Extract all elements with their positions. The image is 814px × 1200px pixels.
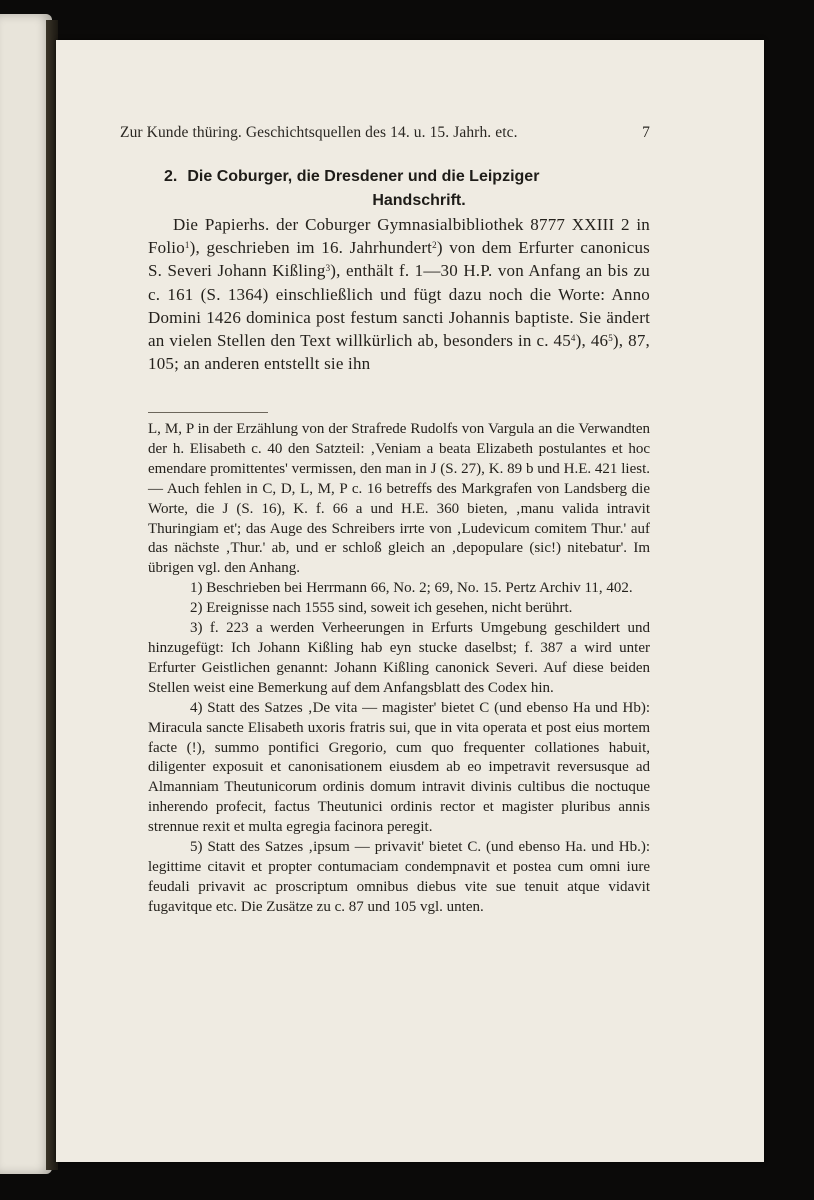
running-head-title: Zur Kunde thüring. Geschichtsquellen des 14. u. 15. Jahrh. etc.: [120, 124, 518, 141]
footnote-ref-2: 2: [432, 240, 437, 251]
footnote-1: 1) Beschrieben bei Herrmann 66, No. 2; 69, No. 15. Pertz Archiv 11, 402.: [190, 580, 633, 597]
footnote-5: 5) Statt des Satzes ‚ipsum — privavit' bietet C. (und ebenso Ha. und Hb.): legittime citavit et propter contumaciam condempnavit et postea cum omni iure feudali privavit ac proscriptum omnibus diebus vite sue tenuit atque vidavit fugavitque etc. Die Zusätze zu c. 87 und 105 vgl. unten.: [148, 839, 650, 915]
body-text-part: ), 46: [575, 331, 609, 351]
footnote-ref-5: 5: [608, 333, 613, 344]
body-text-part: ), enthält f. 1—30 H.P. von Anfang an bis zu c. 161 (S. 1364) einschließlich und fügt dazu noch die Worte: Anno Domini 1426 dominica post festum sancti Johannis baptiste. Sie ändert an vielen Stellen den Text willkürlich ab, besonders in c. 45: [148, 261, 650, 351]
body-text-part: ), geschrieben im 16. Jahrhundert: [189, 238, 433, 258]
footnote-ref-4: 4: [570, 333, 576, 344]
footnote-4: 4) Statt des Satzes ‚De vita — magister' bietet C (und ebenso Ha und Hb): Miracula sancte Elisabeth uxoris fratris sui, que in vita operata et post eius mortem facte (!), summo pontifici Gregorio, cum quo frequenter collationes habuit, diligenter exposuit et canonisationem eiusdem ab eo impetravit reversusque ad Almanniam Theutunicorum ordinis domum intravit divinis cultibus die noctuque inherendo profecit, factus Theutunici ordinis rector et magister pluribus annis strennue rexit et multa egregia facinora peregit.: [148, 699, 650, 836]
body-text-part: Die Papierhs. der Coburger Gymnasialbibliothek 8777 XXIII 2 in Folio: [148, 215, 650, 258]
footnote-divider: [148, 412, 268, 413]
facing-page-edge: [0, 14, 52, 1174]
footnote-continuation: L, M, P in der Erzählung von der Strafrede Rudolfs von Vargula an die Verwandten der h. Elisabeth c. 40 den Satzteil: ‚Veniam a beata Elizabeth postulantes et hoc emendare promittentes' vermissen, den man in J (S. 27), K. 89 b und H.E. 421 liest. — Auch fehlen in C, D, L, M, P c. 16 betreffs des Markgrafen von Landsberg die Worte, die J (S. 16), K. f. 66 a und H.E. 360 bieten, ‚manu valida intravit Thuringiam et'; das Auge des Schreibers irrte von ‚Ludevicum comitem Thur.' auf das nächste ‚Thur.' ab, und er schloß gleich an ‚depopulare (sic!) nitebatur'. Im übrigen vgl. den Anhang.: [148, 421, 650, 577]
section-title-line2: Handschrift.: [372, 192, 466, 209]
running-head: [120, 124, 650, 142]
section-title-line1: Die Coburger, die Dresdener und die Leipziger: [187, 168, 540, 185]
section-number: 2.: [164, 168, 178, 185]
footnote-ref-1: 1: [184, 240, 190, 251]
footnote-ref-3: 3: [325, 263, 331, 274]
footnotes: [148, 420, 650, 918]
body-paragraph: [148, 213, 650, 375]
section-heading: [164, 165, 654, 213]
page-number: 7: [642, 124, 650, 141]
body-text-part: ), 87, 105; an anderen entstellt sie ihn: [148, 331, 650, 374]
footnote-2: 2) Ereignisse nach 1555 sind, soweit ich gesehen, nicht berührt.: [190, 600, 573, 617]
footnote-3: 3) f. 223 a werden Verheerungen in Erfurts Umgebung geschildert und hinzugefügt: Ich Johann Kißling hab eyn stucke daselbst; f. 387 a wird unter Erfurter Geistlichen genannt: Johann Kißling canonick Severi. Auf diese beiden Stellen weist eine Bemerkung auf dem Anfangsblatt des Codex hin.: [148, 620, 650, 696]
body-text-part: ) von dem Erfurter canonicus S. Severi Johann Kißling: [148, 238, 650, 281]
